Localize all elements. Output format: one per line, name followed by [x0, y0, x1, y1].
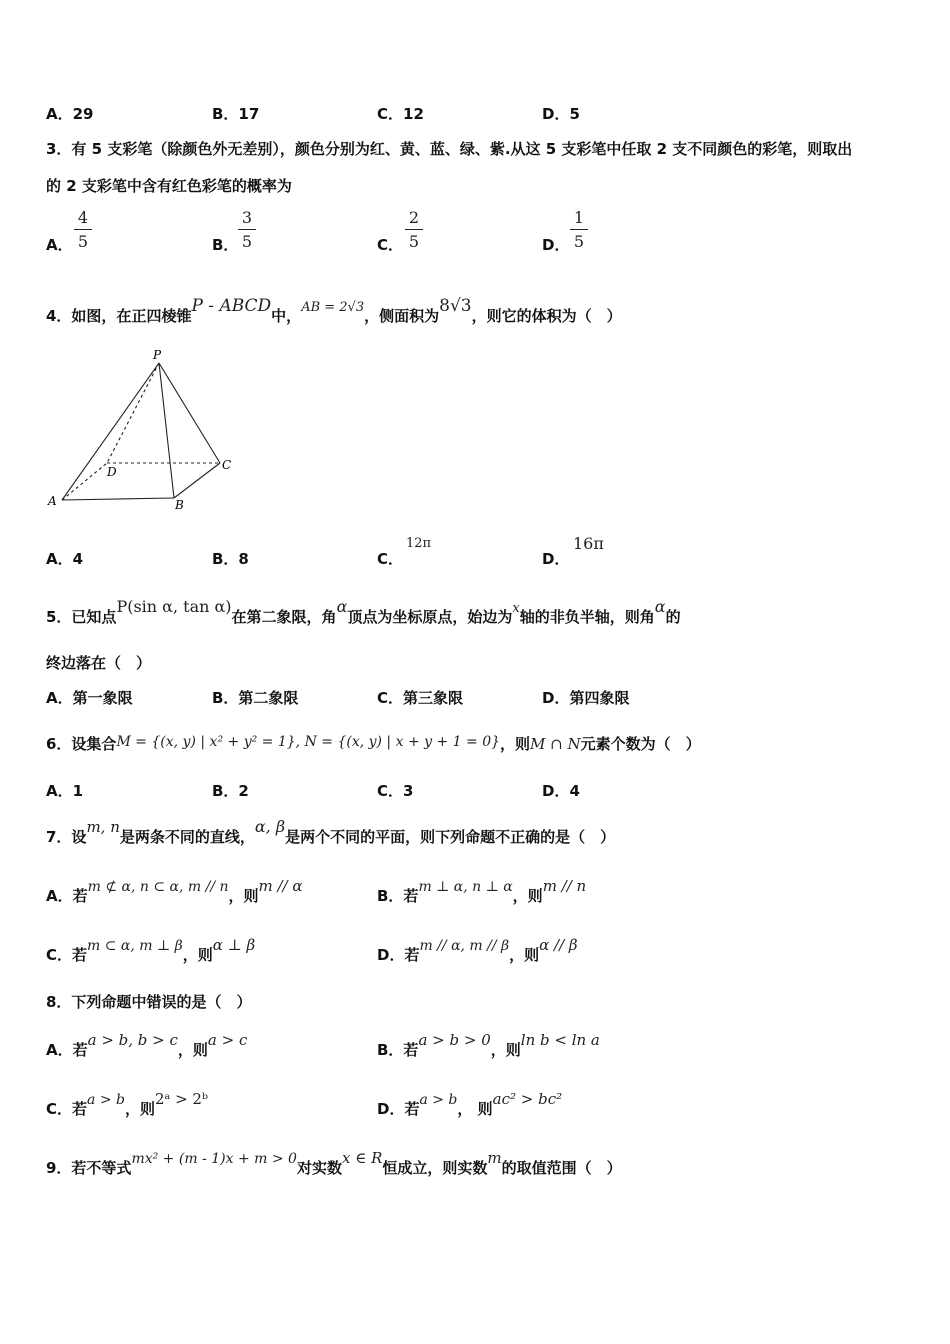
q4-pyramid: P - ABCD: [191, 296, 272, 316]
q7-option-a: [46, 877, 303, 906]
q5-mid2: 顶点为坐标原点，始边为: [347, 608, 513, 626]
q9-mid1: 对实数: [296, 1159, 342, 1177]
q4-stem: [46, 296, 622, 326]
q4-mid1: 中，: [271, 307, 302, 325]
q9-stem: [46, 1149, 622, 1178]
q5-point: P(sin α, tan α): [116, 597, 232, 616]
q8-option-a: [46, 1031, 248, 1060]
q7-d-cond: m // α, m // β: [419, 938, 510, 954]
q4-pyramid-figure: [44, 345, 244, 515]
q7-c-res: α ⊥ β: [212, 936, 256, 954]
q5-option-a: A．第一象限: [46, 689, 133, 707]
q3-option-b-label: B．: [212, 236, 239, 254]
q8-a-then: ，则: [177, 1041, 208, 1059]
q7-b-cond: m ⊥ α, n ⊥ α: [418, 879, 513, 895]
q5-option-b: B．第二象限: [212, 689, 299, 707]
q7-stem: [46, 817, 616, 847]
q4-suffix: ，则它的体积为（ ）: [471, 307, 622, 325]
q5-suffix: 的: [665, 608, 681, 626]
q8-b-cond: a > b > 0: [418, 1031, 491, 1049]
q6-option-d: D．4: [542, 782, 580, 800]
q7-d-res: α // β: [539, 936, 578, 954]
q9-x-in-r: x ∈ R: [341, 1149, 383, 1167]
q6-option-c: C．3: [377, 782, 414, 800]
q4-option-b: B．8: [212, 550, 249, 568]
q8-c-then: ，则: [124, 1100, 155, 1118]
q7-option-c: [46, 936, 256, 965]
q6-suffix: 元素个数为（ ）: [580, 735, 701, 753]
q4-option-c-label: C．: [377, 550, 404, 568]
q7-a-cond: m ⊄ α, n ⊂ α, m // n: [87, 879, 229, 895]
q3-option-a-label: A．: [46, 236, 73, 254]
q5-prefix: 5．已知点: [46, 608, 117, 626]
q2-option-a: A．29: [46, 105, 94, 123]
q4-option-d-value: 16π: [573, 534, 604, 553]
q4-mid2: ，侧面积为: [364, 307, 440, 325]
q4-option-d-label: D．: [542, 550, 570, 568]
q5-option-d: D．第四象限: [542, 689, 630, 707]
q8-option-c: [46, 1090, 208, 1119]
q4-option-c-value: 12π: [406, 536, 432, 551]
q3-option-d-label: D．: [542, 236, 570, 254]
q8-d-cond: a > b: [419, 1092, 458, 1108]
q4-ab-length: AB = 2√3: [301, 300, 365, 315]
q2-option-d: D．5: [542, 105, 580, 123]
q7-planes: α, β: [254, 817, 286, 836]
q7-d-label: D．若: [377, 946, 420, 964]
q7-prefix: 7．设: [46, 828, 87, 846]
q8-stem: 8．下列命题中错误的是（ ）: [46, 993, 252, 1011]
q7-suffix: 是两个不同的平面，则下列命题不正确的是（ ）: [285, 828, 616, 846]
q7-b-res: m // n: [542, 877, 587, 895]
q7-c-label: C．若: [46, 946, 88, 964]
q8-b-then: ，则: [490, 1041, 521, 1059]
q6-prefix: 6．设集合: [46, 735, 117, 753]
q7-mid1: 是两条不同的直线，: [119, 828, 255, 846]
q7-d-then: ，则: [509, 946, 540, 964]
q8-b-res: ln b < ln a: [520, 1031, 600, 1049]
q5-mid3: 轴的非负半轴，则角: [519, 608, 655, 626]
q3-stem-line1: 3．有 5 支彩笔（除颜色外无差别），颜色分别为红、黄、蓝、绿、紫.从这 5 支彩笔中任取 2 支不同颜色的彩笔，则取出: [46, 140, 853, 158]
q6-option-b: B．2: [212, 782, 249, 800]
label-a: A: [48, 494, 57, 508]
q8-d-res: ac² > bc²: [492, 1090, 563, 1108]
q6-option-a: A．1: [46, 782, 84, 800]
q9-inequality: mx² + (m - 1)x + m > 0: [131, 1151, 297, 1167]
q8-option-b: [377, 1031, 600, 1060]
edge-pa: [62, 363, 159, 500]
q7-lines: m, n: [86, 818, 120, 836]
label-c: C: [222, 458, 232, 472]
q7-a-then: ，则: [228, 887, 259, 905]
q8-a-label: A．若: [46, 1041, 88, 1059]
q2-option-b: B．17: [212, 105, 260, 123]
label-p: P: [153, 348, 162, 362]
q3-option-a-fraction: 4 5: [74, 208, 92, 251]
q8-option-d: [377, 1090, 563, 1119]
q8-b-label: B．若: [377, 1041, 419, 1059]
q3-stem-line2: 的 2 支彩笔中含有红色彩笔的概率为: [46, 177, 292, 195]
q9-m: m: [487, 1149, 502, 1167]
q7-c-cond: m ⊂ α, m ⊥ β: [87, 938, 183, 954]
q5-mid1: 在第二象限，角: [231, 608, 337, 626]
q8-a-res: a > c: [207, 1031, 248, 1049]
q8-d-label: D．若: [377, 1100, 420, 1118]
edge-bc: [174, 463, 220, 498]
q5-option-c: C．第三象限: [377, 689, 464, 707]
q5-stem-line2: 终边落在（ ）: [46, 654, 152, 672]
label-b: B: [175, 498, 184, 512]
q7-c-then: ，则: [182, 946, 213, 964]
q7-b-then: ，则: [512, 887, 543, 905]
q3-option-b-fraction: 3 5: [238, 208, 256, 251]
q4-lateral-area: 8√3: [439, 296, 472, 316]
q3-option-c-label: C．: [377, 236, 404, 254]
q7-b-label: B．若: [377, 887, 419, 905]
q8-a-cond: a > b, b > c: [87, 1031, 178, 1049]
q9-mid2: 恒成立，则实数: [382, 1159, 488, 1177]
q5-stem-line1: [46, 597, 681, 627]
q3-option-d-fraction: 1 5: [570, 208, 588, 251]
q6-mid: ，则: [500, 735, 531, 753]
q6-intersection: M ∩ N: [530, 735, 581, 753]
q5-x: x: [512, 601, 520, 616]
q8-c-cond: a > b: [87, 1092, 125, 1108]
q4-prefix: 4．如图，在正四棱锥: [46, 307, 192, 325]
q5-alpha-1: α: [336, 597, 348, 616]
q7-a-res: m // α: [258, 877, 303, 895]
q2-option-c: C．12: [377, 105, 424, 123]
q4-option-a: A．4: [46, 550, 84, 568]
edge-ab: [62, 498, 174, 500]
label-d: D: [107, 465, 117, 479]
q9-suffix: 的取值范围（ ）: [501, 1159, 622, 1177]
q6-sets: M = {(x, y) | x² + y² = 1}, N = {(x, y) | x + y + 1 = 0}: [116, 734, 501, 750]
q7-a-label: A．若: [46, 887, 88, 905]
q7-option-b: [377, 877, 587, 906]
q3-option-c-fraction: 2 5: [405, 208, 423, 251]
q8-c-label: C．若: [46, 1100, 88, 1118]
q7-option-d: [377, 936, 578, 965]
q9-prefix: 9．若不等式: [46, 1159, 132, 1177]
q5-alpha-2: α: [654, 597, 666, 616]
edge-pd-hidden: [107, 363, 159, 463]
q6-stem: [46, 733, 701, 754]
q8-c-res: 2ᵃ > 2ᵇ: [154, 1090, 208, 1108]
q8-d-then: ， 则: [457, 1100, 493, 1118]
